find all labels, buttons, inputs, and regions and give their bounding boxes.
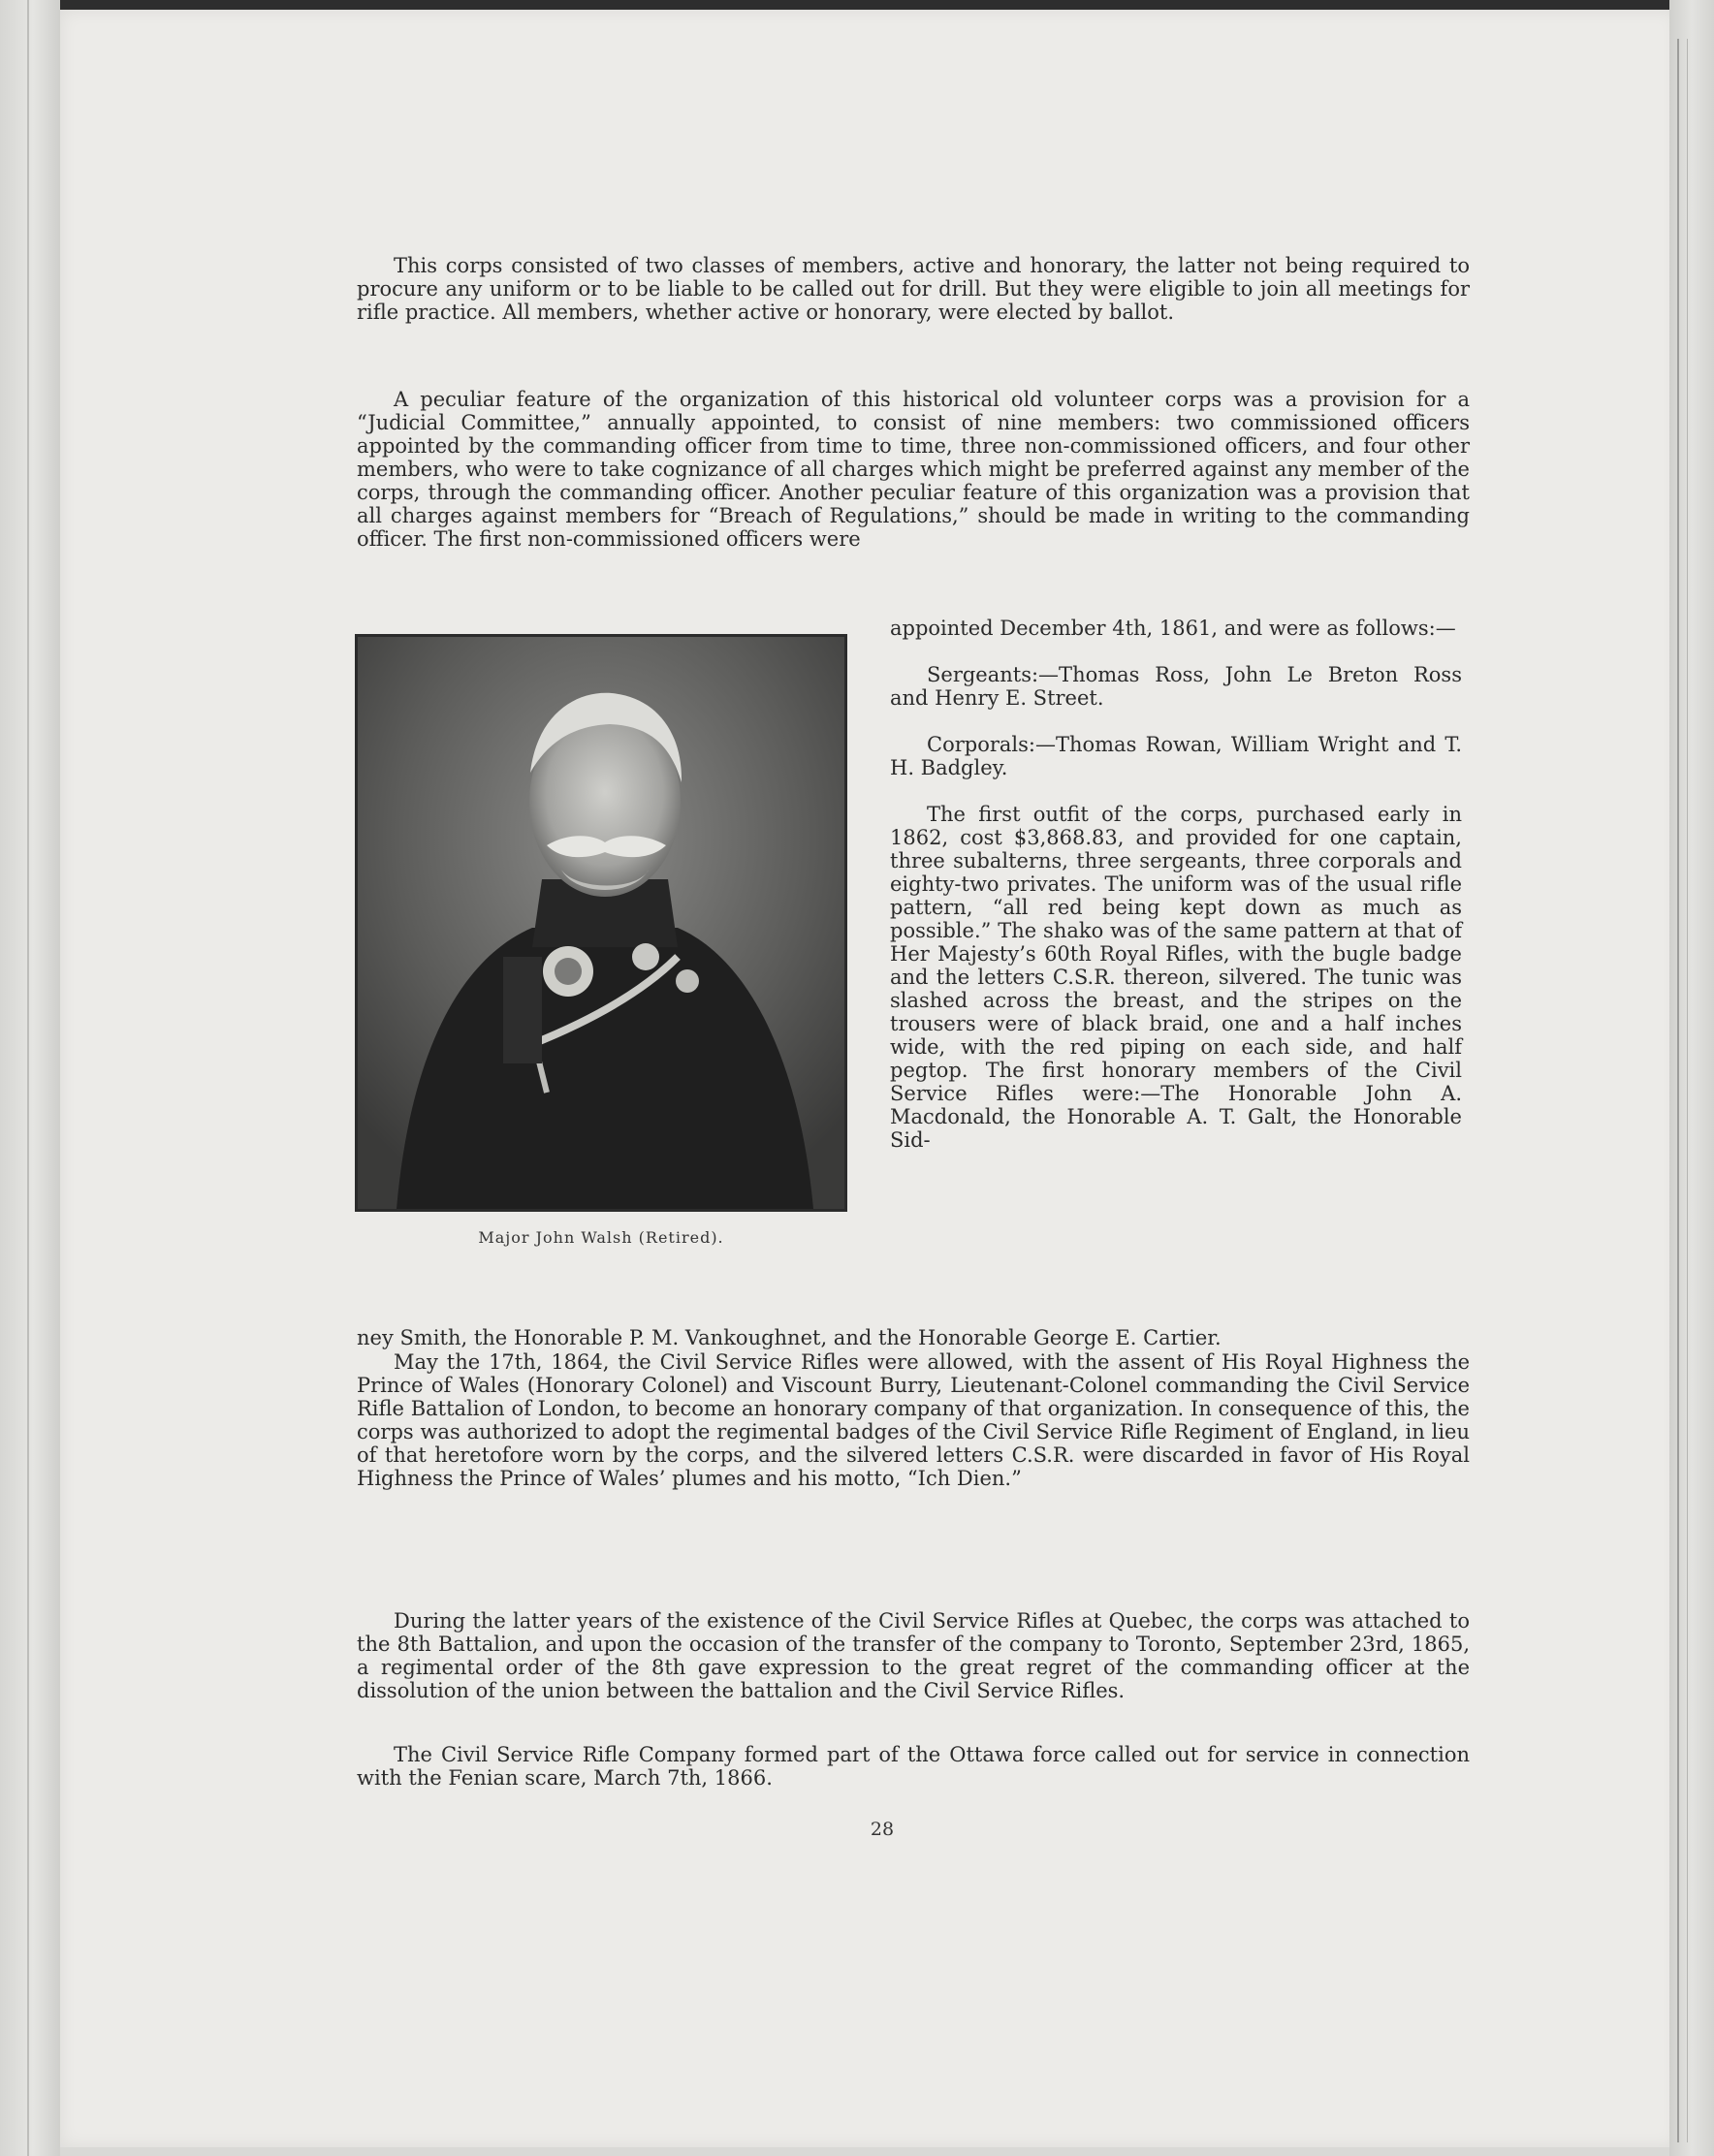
paragraph-outfit: The first outfit of the corps, purchased early in 1862, cost $3,868.83, and provided for one captain, three subalterns, three sergeants, three corporals and eighty-two privates. The uniform was of the usual rifle pattern, “all red being kept down as much as possible.” The shako was of the same pattern at that of Her Majesty’s 60th Royal Rifles, with the bugle badge and the letters C.S.R. thereon, silvered. The tunic was slashed across the breast, and the stripes on the trousers were of black braid, one and a half inches wide, with the red piping on each side, and half pegtop. The first honorary members of the Civil Service Rifles were:—The Honorable John A. Macdonald, the Honorable A. T. Galt, the Honorable Sid-	[890, 803, 1462, 1152]
page-number: 28	[870, 1819, 895, 1840]
paragraph-corporals: Corporals:—Thomas Rowan, William Wright and T. H. Badgley.	[890, 733, 1462, 779]
paragraph-membership: This corps consisted of two classes of members, active and honorary, the latter not being required to procure any uniform or to be liable to be called out for drill. But they were eligible to join all meetings for rifle practice. All members, whether active or honorary, were elected by ballot.	[357, 254, 1470, 324]
paragraph-continuation: appointed December 4th, 1861, and were as follows:—	[890, 617, 1456, 640]
right-page-edge	[1669, 0, 1714, 2156]
paragraph-sergeants: Sergeants:—Thomas Ross, John Le Breton Ross and Henry E. Street.	[890, 663, 1462, 710]
portrait-photo	[355, 634, 847, 1212]
paragraph-outfit-continuation: ney Smith, the Honorable P. M. Vankoughnet, and the Honorable George E. Cartier.	[357, 1326, 1222, 1349]
paragraph-judicial-committee: A peculiar feature of the organization of this historical old volunteer corps was a provision for a “Judicial Committee,” annually appointed, to consist of nine members: two commissioned officers appointed by the commanding officer from time to time, three non-commissioned officers, and four other members, who were to take cognizance of all charges which might be preferred against any member of the corps, through the commanding officer. Another peculiar feature of this organization was a provision that all charges against members for “Breach of Regulations,” should be made in writing to the commanding officer. The first non-commissioned officers were	[357, 388, 1470, 551]
paragraph-fenian-scare: The Civil Service Rifle Company formed part of the Ottawa force called out for service in connection with the Fenian scare, March 7th, 1866.	[357, 1743, 1470, 1790]
paragraph-8th-battalion: During the latter years of the existence of the Civil Service Rifles at Quebec, the corps was attached to the 8th Battalion, and upon the occasion of the transfer of the company to Toronto, September 23rd, 1865, a regimental order of the 8th gave expression to the great regret of the commanding officer at the dissolution of the union between the battalion and the Civil Service Rifles.	[357, 1609, 1470, 1702]
right-column	[890, 617, 1462, 1315]
left-page-edge	[0, 0, 60, 2156]
photo-caption: Major John Walsh (Retired).	[478, 1228, 724, 1247]
paragraph-honorary-company: May the 17th, 1864, the Civil Service Rifles were allowed, with the assent of His Royal Highness the Prince of Wales (Honorary Colonel) and Viscount Burry, Lieutenant-Colonel commanding the Civil Service Rifle Battalion of London, to become an honorary company of that organization. In consequence of this, the corps was authorized to adopt the regimental badges of the Civil Service Rifle Regiment of England, in lieu of that heretofore worn by the corps, and the silvered letters C.S.R. were discarded in favor of His Royal Highness the Prince of Wales’ plumes and his motto, “Ich Dien.”	[357, 1350, 1470, 1490]
